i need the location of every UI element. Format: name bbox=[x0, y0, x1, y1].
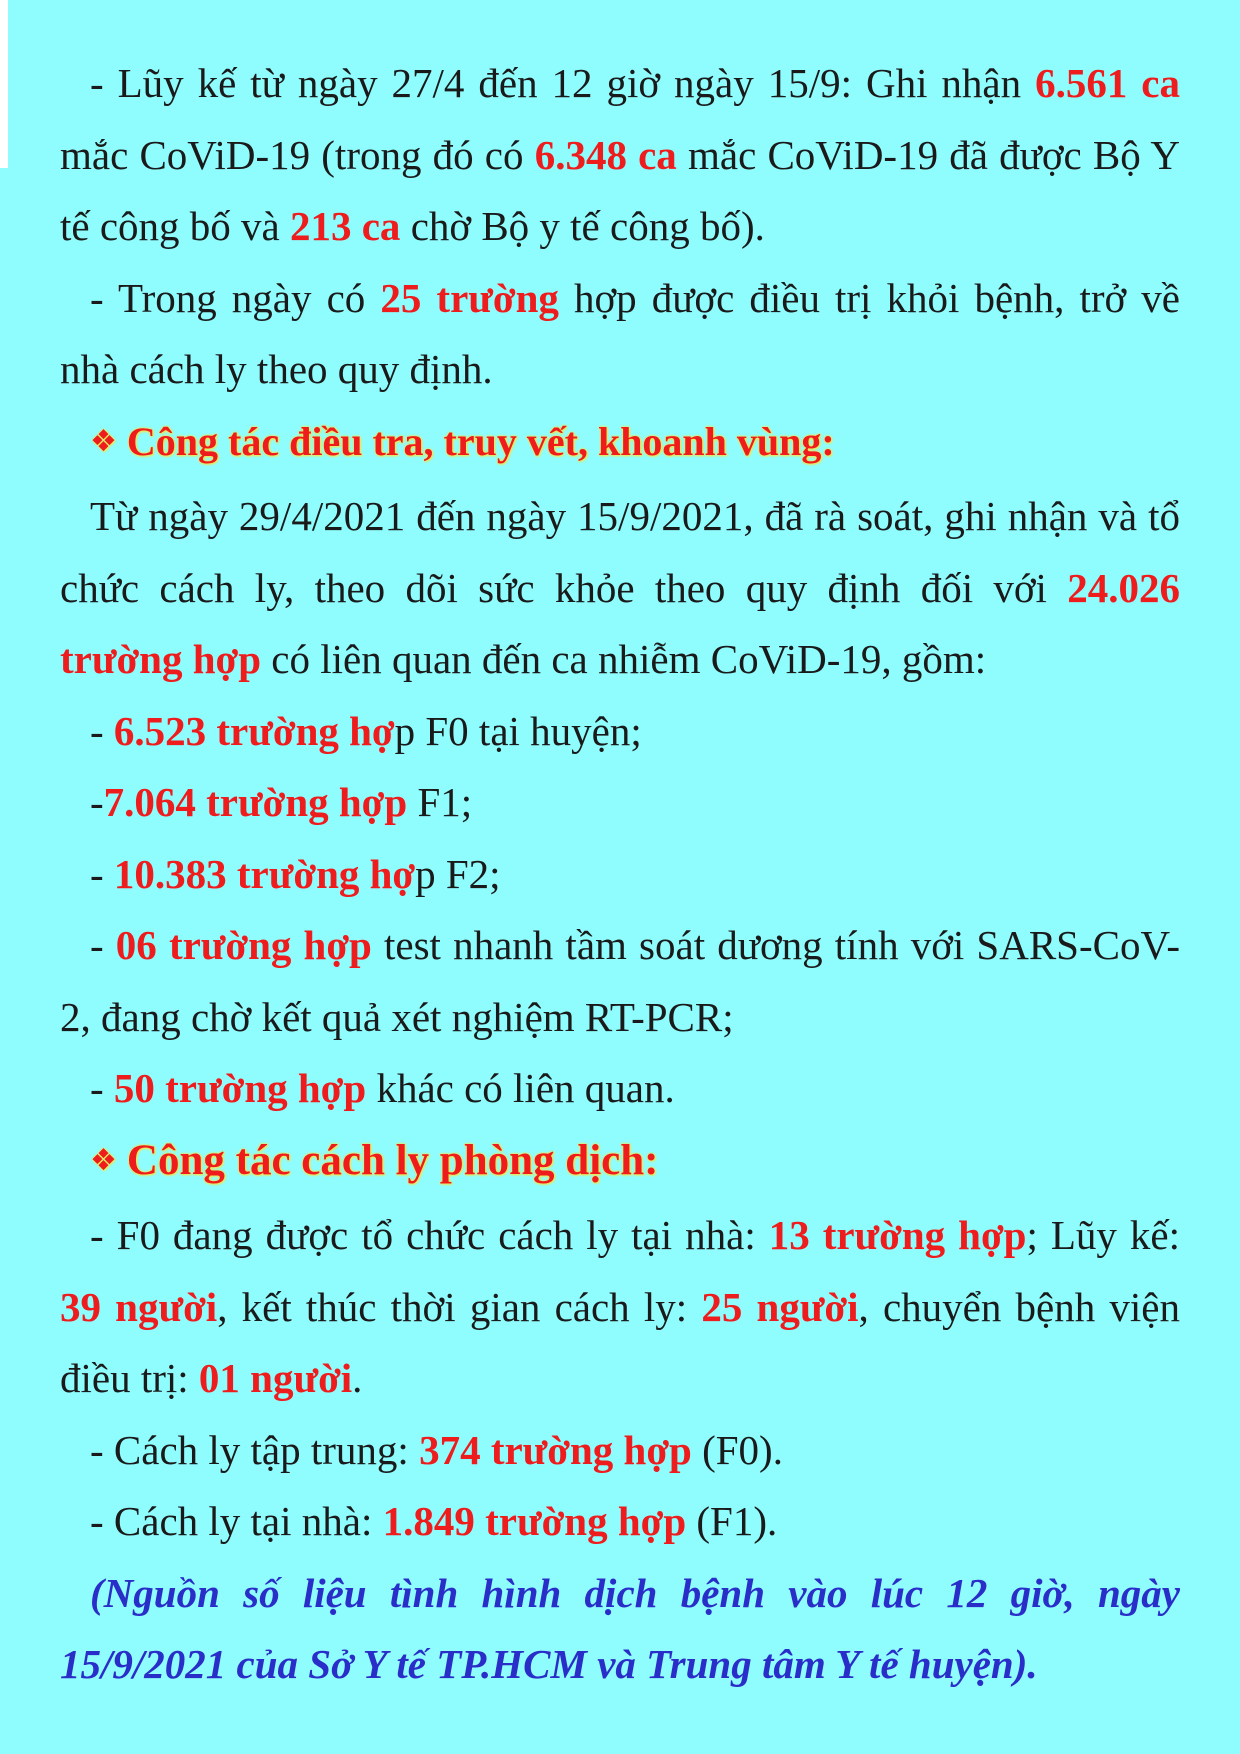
home-quarantine-line: - Cách ly tại nhà: 1.849 trường hợp (F1). bbox=[90, 1498, 778, 1544]
bulletin-page bbox=[60, 48, 1180, 1701]
section-title-quarantine: Công tác cách ly phòng dịch: bbox=[126, 1136, 659, 1184]
announced-cases-highlight: 6.348 ca bbox=[534, 131, 677, 178]
tracing-paragraph: Từ ngày 29/4/2021 đến ngày 15/9/2021, đã rà soát, ghi nhận và tổ chức cách ly, theo dõi sức khỏe theo quy định đối với 24.026 trường hợp có liên quan đến ca nhiễm CoViD-19, gồm: bbox=[60, 493, 1180, 682]
section-title-tracing: Công tác điều tra, truy vết, khoanh vùng: bbox=[126, 418, 835, 464]
recovered-paragraph: - Trong ngày có 25 trường hợp được điều trị khỏi bệnh, trở về nhà cách ly theo quy định. bbox=[60, 274, 1180, 392]
cumulative-cases-paragraph: - Lũy kế từ ngày 27/4 đến 12 giờ ngày 15/9: Ghi nhận 6.561 ca mắc CoViD-19 (trong đó có 6.348 ca mắc CoViD-19 đã được Bộ Y tế công bố và 213 ca chờ Bộ y tế công bố). bbox=[60, 60, 1181, 249]
section-heading-quarantine bbox=[60, 1125, 1180, 1201]
traced-total-highlight: 24.026 trường hợp bbox=[60, 564, 1180, 682]
recovered-highlight: 25 trường bbox=[380, 274, 559, 321]
total-cases-highlight: 6.561 ca bbox=[1035, 60, 1181, 106]
corner-white-patch bbox=[0, 0, 8, 168]
centralized-quarantine-line: - Cách ly tập trung: 374 trường hợp (F0). bbox=[90, 1426, 783, 1473]
pending-cases-highlight: 213 ca bbox=[289, 203, 401, 249]
diamond-bullet-icon: ❖ bbox=[90, 1142, 117, 1178]
diamond-bullet-icon: ❖ bbox=[90, 423, 117, 459]
list-item-rapid-test: - 06 trường hợp test nhanh tầm soát dương tính với SARS-CoV-2, đang chờ kết quả xét nghiệm RT-PCR; bbox=[60, 922, 1180, 1040]
list-item-other: - 50 trường hợp khác có liên quan. bbox=[90, 1065, 675, 1111]
section-heading-tracing bbox=[60, 406, 1180, 482]
list-item-f0: - 6.523 trường hợp F0 tại huyện; bbox=[90, 707, 642, 754]
source-note: (Nguồn số liệu tình hình dịch bệnh vào lúc 12 giờ, ngày 15/9/2021 của Sở Y tế TP.HCM và Trung tâm Y tế huyện). bbox=[60, 1569, 1180, 1687]
list-item-f1: -7.064 trường hợp F1; bbox=[90, 779, 473, 825]
list-item-f2: - 10.383 trường hợp F2; bbox=[90, 850, 501, 897]
home-isolation-paragraph: - F0 đang được tổ chức cách ly tại nhà: 13 trường hợp; Lũy kế: 39 người, kết thúc thời gian cách ly: 25 người, chuyển bệnh viện điều trị: 01 người. bbox=[60, 1212, 1180, 1401]
